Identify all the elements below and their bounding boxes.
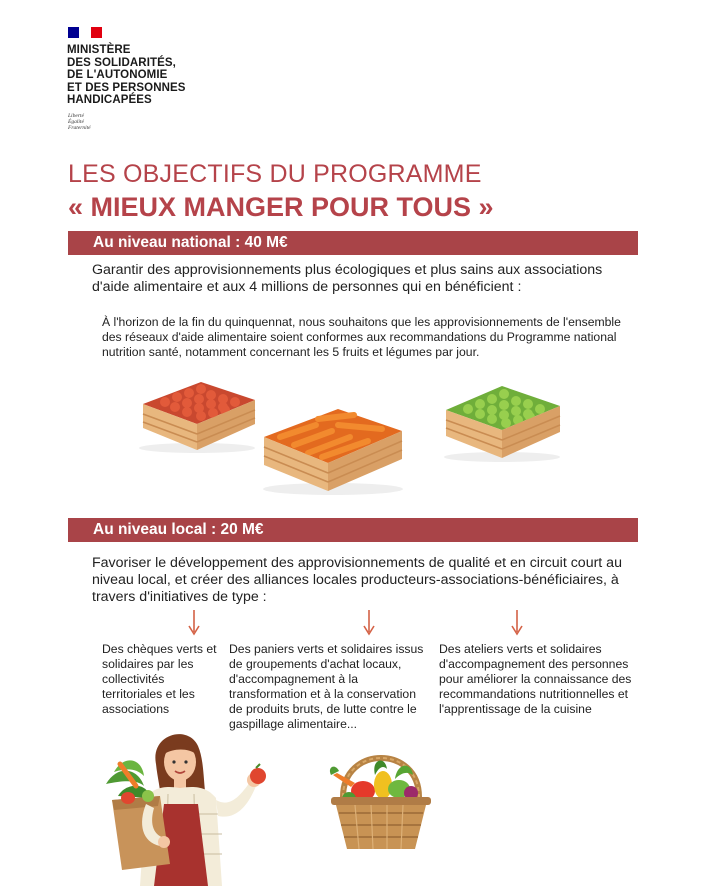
arrow-down-icon [363,610,375,636]
initiative-green-checks: Des chèques verts et solidaires par les collectivités territoriales et les associations [102,642,217,716]
ministry-name [67,44,186,107]
local-section-heading: Au niveau local : 20 M€ [68,518,638,542]
page-title-line2: « MIEUX MANGER POUR TOUS » [68,192,494,222]
vegetable-basket-illustration [325,745,437,857]
local-intro-text: Favoriser le développement des approvisionnements de qualité et en circuit court au niveau local, et créer des alliances locales producteurs-associations-bénéficiaires, à travers d'initiatives de type : [92,555,622,605]
apple-crate-illustration [440,368,565,463]
national-intro-text: Garantir des approvisionnements plus écologiques et plus sains aux associations d'aide alimentaire et aux 4 millions de personnes qui en bénéficient : [92,262,603,295]
motto-line: Fraternité [68,125,91,131]
republic-flag-logo [68,27,102,38]
initiative-green-baskets: Des paniers verts et solidaires issus de groupements d'achat locaux, d'accompagnement à la transformation et à la conservation de produits bruts, de lutte contre le gaspillage alimentaire... [229,642,424,731]
woman-with-groceries-illustration [98,724,278,886]
arrow-down-icon [188,610,200,636]
national-detail-text: À l'horizon de la fin du quinquennat, nous souhaitons que les approvisionnements de l'ensemble des réseaux d'aide alimentaire soient conformes aux recommandations du Programme national nutrition santé, notamment concernant les 5 fruits et légumes par jour. [102,315,621,359]
ministry-line: ET DES PERSONNES [67,81,186,94]
carrot-crate-illustration [258,385,408,495]
tomato-crate-illustration [135,362,260,454]
motto-line: Liberté [68,113,84,119]
page-title-line1: LES OBJECTIFS DU PROGRAMME [68,160,482,188]
republic-motto [68,113,91,131]
national-section-heading: Au niveau national : 40 M€ [68,231,638,255]
motto-line: Égalité [68,119,84,125]
ministry-line: HANDICAPÉES [67,94,152,106]
ministry-line: MINISTÈRE [67,44,131,56]
ministry-line: DES SOLIDARITÉS, [67,56,176,69]
arrow-down-icon [511,610,523,636]
ministry-line: DE L'AUTONOMIE [67,69,168,81]
initiative-green-workshops: Des ateliers verts et solidaires d'accompagnement des personnes pour améliorer la connaissance des recommandations nutritionnelles et l'apprentissage de la cuisine [439,642,632,716]
